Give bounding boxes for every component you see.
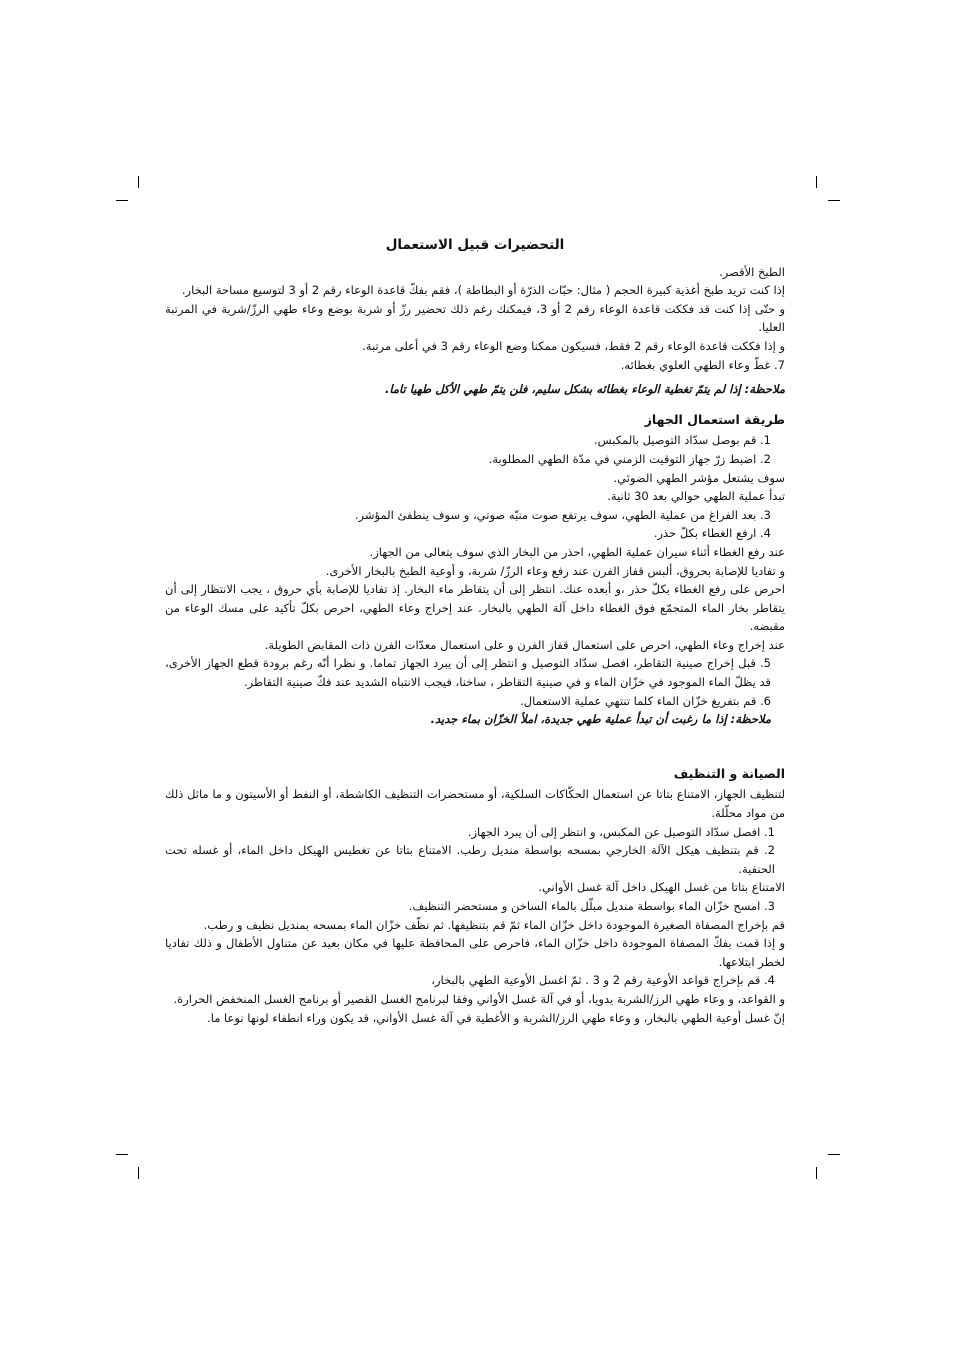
list-item: 3. بعد الفراغ من عملية الطهي، سوف يرتفع صوت منبّه صوتي، و سوف ينطفئ المؤشر. <box>354 507 771 522</box>
paragraph: عند إخراج وعاء الطهي، احرص على استعمال قفاز الفرن و على استعمال معدّات الفرن ذات المقابض الطويلة. <box>264 637 785 652</box>
list-item: 6. قم بتفريغ خزّان الماء كلما تنتهي عملية الاستعمال. <box>520 693 771 708</box>
crop-mark-top-right-v <box>816 176 817 188</box>
list-item: 3. امسح خزّان الماء بواسطة منديل مبلّل بالماء الساخن و مستحضر التنظيف. <box>408 899 775 913</box>
paragraph: 7. غطّ وعاء الطهي العلوي بغطائه. <box>620 357 785 372</box>
paragraph: لتنظيف الجهاز، الامتناع بتاتا عن استعمال الحكّاكات السلكية، أو مستحضرات التنظيف الكاشطة، أو النفط أو الأسيتون و ما ماثل ذلك من مواد محلّلة. <box>165 787 785 821</box>
list-item: 4. قم بإخراج قواعد الأوعية رقم 2 و 3 . ثمّ اغسل الأوعية الطهي بالبخار، <box>431 973 775 988</box>
list-item: 2. قم بتنظيف هيكل الآلة الخارجي بمسحه بواسطة منديل رطب. الامتناع بتاتا عن تغطيس الهيكل داخل الماء، أو غسله تحت الحنفية. <box>165 843 775 876</box>
paragraph: و إذا قمت بفكّ المصفاة الموجودة داخل خزّان الماء، فاحرص على المحافظة عليها في مكان بعيد عن متناول الأطفال و ذلك تفاديا لخطر ابتلاعها. <box>165 936 785 969</box>
section-title-preparations: التحضيرات قبيل الاستعمال <box>385 237 565 253</box>
list-item: 1. افصل سدّاد التوصيل عن المكبس، و انتظر إلى أن يبرد الجهاز. <box>467 824 775 839</box>
list-item: 5. قبل إخراج صينية التقاطر، افصل سدّاد التوصيل و انتظر إلى أن يبرد الجهاز تماما. و نظرا أنّه رغم برودة قطع الجهاز الأخرى، قد يظلّ الماء الموجود في خزّان الماء و في صينية التقاطر ، ساخنا، فيجب الانتباه الشديد عند فكّ صينية التقاطر. <box>165 656 771 690</box>
paragraph: و حتّى إذا كنت قد فككت قاعدة الوعاء رقم 2 أو 3، فيمكنك رغم ذلك تحضير رزّ أو شربة بوضع وعاء طهي الرزّ/شربة في المرتبة العليا. <box>165 301 786 335</box>
paragraph: و تفاديا للإصابة بحروق، ألبس قفاز الفرن عند رفع وعاء الرزّ/ شربة، و أوعية الطبخ بالبخار الأخرى. <box>325 563 785 578</box>
paragraph: إنّ غسل أوعية الطهي بالبخار، و وعاء طهي الرز/الشربة و الأغطية في آلة غسل الأواني، قد يكون وراء انطفاء لونها نوعا ما. <box>207 1010 785 1025</box>
paragraph: تبدأ عملية الطهي حوالي بعد 30 ثانية. <box>607 489 785 504</box>
paragraph: قم بإخراج المصفاة الصغيرة الموجودة داخل خزّان الماء ثمّ قم بتنظيفها. ثم نظّف خزّان الماء بمسحه بمنديل نظيف و رطب. <box>203 917 785 932</box>
section-heading-usage: طريقة استعمال الجهاز <box>644 411 785 427</box>
paragraph: إذا كنت تريد طبخ أغذية كبيرة الحجم ( مثال: حبّات الذرّة أو البطاطة )، فقم بفكّ قاعدة الوعاء رقم 2 أو 3 لتوسيع مساحة البخار. <box>181 283 785 298</box>
paragraph: الامتناع بتاتا من غسل الهيكل داخل آلة غسل الأواني. <box>538 880 785 895</box>
crop-mark-top-right-h <box>828 200 840 201</box>
section-heading-maintenance: الصيانة و التنظيف <box>673 765 785 781</box>
crop-mark-bottom-right-v <box>816 1167 817 1179</box>
paragraph: و القواعد، و وعاء طهي الرز/الشربة يدويا، أو في آلة غسل الأواني وفقا لبرنامج الغسل القصير أو برنامج الغسل المنخفض الحرارة. <box>173 991 785 1006</box>
paragraph: الطبخ الأقصر. <box>719 264 785 279</box>
list-item: 1. قم بوصل سدّاد التوصيل بالمكبس. <box>593 433 771 448</box>
paragraph: و إذا فككت قاعدة الوعاء رقم 2 فقط، فسيكون ممكنا وضع الوعاء رقم 3 في أعلى مرتبة. <box>362 338 785 353</box>
paragraph: سوف يشتعل مؤشر الطهي الضوئي. <box>613 470 785 485</box>
note: ملاحظة: إذا لم يتمّ تغطية الوعاء بغطائه بشكل سليم، فلن يتمّ طهي الأكل طهيا تاما. <box>385 382 785 397</box>
crop-mark-top-left-v <box>138 176 139 188</box>
list-item: 2. اضبط زرّ جهاز التوقيت الزمني في مدّة الطهي المطلوبة. <box>488 451 771 466</box>
note: ملاحظة: إذا ما رغبت أن تبدأ عملية طهي جديدة، املأ الخزّان بماء جديد. <box>430 712 771 727</box>
crop-mark-top-left-h <box>116 200 128 201</box>
paragraph: عند رفع الغطاء أثناء سيران عملية الطهي، احذر من البخار الذي سوف يتعالى من الجهاز. <box>369 544 785 559</box>
crop-mark-bottom-left-h <box>116 1154 128 1155</box>
crop-mark-bottom-right-h <box>828 1154 840 1155</box>
list-item: 4. ارفع الغطاء بكلّ حذر. <box>653 526 771 541</box>
crop-mark-bottom-left-v <box>138 1167 139 1179</box>
paragraph: احرص على رفع الغطاء بكلّ حذر ،و أبعده عنك. انتظر إلى أن يتقاطر ماء البخار. إذ تفاديا للإصابة بأي حروق ، يجب الانتظار إلى أن يتقاطر بخار الماء المتجمّع فوق الغطاء داخل آلة الطهي بالبخار. عند إخراج وعاء الطهي، احرص بكلّ تأكيد على مسك الوعاء من مقبضه. <box>165 582 785 634</box>
document-page <box>165 236 785 1027</box>
section-spacer <box>165 739 785 753</box>
